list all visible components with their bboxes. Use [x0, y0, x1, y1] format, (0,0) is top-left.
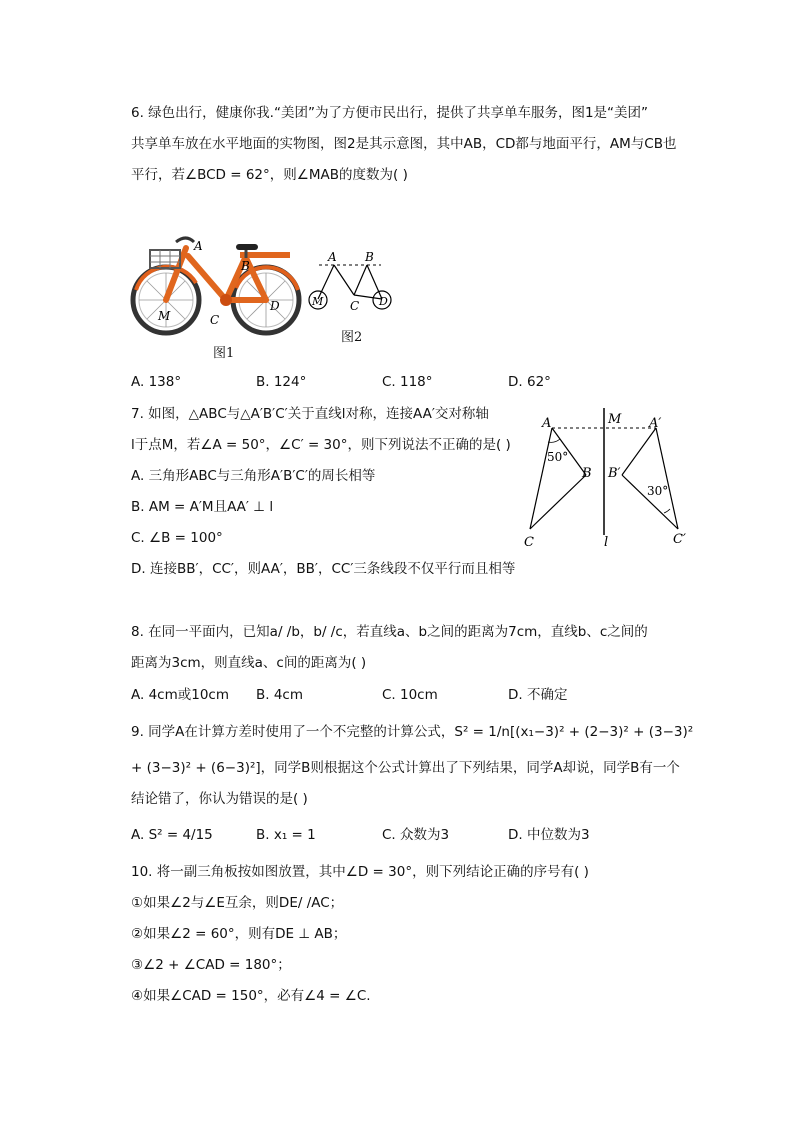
q6-option-b: B. 124° [256, 374, 307, 390]
bicycle-figure [128, 228, 308, 340]
q8-option-a: A. 4cm或10cm [131, 687, 229, 703]
q10-item-2: ②如果∠2 = 60°，则有DE ⊥ AB； [131, 926, 347, 942]
q8-option-b: B. 4cm [256, 687, 304, 703]
fig7-angle-A: 50° [547, 450, 569, 464]
q8-line-2: 距离为3cm，则直线a、c间的距离为( ) [131, 655, 367, 671]
fig2-caption: 图2 [341, 330, 363, 345]
fig7-label-A-prime: A′ [649, 416, 662, 431]
q6-line-1: 6. 绿色出行，健康你我.“美团”为了方便市民出行，提供了共享单车服务，图1是“美团” [131, 105, 649, 121]
fig1-label-B: B [241, 259, 250, 273]
fig2-label-C: C [350, 299, 360, 313]
fig1-caption: 图1 [213, 346, 235, 361]
q6-option-c: C. 118° [382, 374, 433, 390]
q6-line-3: 平行，若∠BCD = 62°，则∠MAB的度数为( ) [131, 167, 408, 183]
q7-option-b: B. AM = A′M且AA′ ⊥ l [131, 499, 274, 515]
q8-option-c: C. 10cm [382, 687, 438, 703]
q10-line-1: 10. 将一副三角板按如图放置，其中∠D = 30°，则下列结论正确的序号有( ) [131, 864, 589, 880]
fig2-label-D: D [379, 295, 388, 308]
fig7-label-B: B [582, 466, 592, 481]
q7-line-1: 7. 如图，△ABC与△A′B′C′关于直线l对称，连接AA′交对称轴 [131, 406, 489, 422]
q9-line-1: 9. 同学A在计算方差时使用了一个不完整的计算公式，S² = 1/n[(x₁−3)² + (2−3)² + (3−3)² [131, 724, 694, 740]
q9-option-b: B. x₁ = 1 [256, 827, 316, 843]
fig1-label-C: C [210, 313, 220, 327]
fig1-label-D: D [270, 299, 280, 313]
q10-item-4: ④如果∠CAD = 150°，必有∠4 = ∠C. [131, 988, 371, 1004]
q9-line-3: 结论错了，你认为错误的是( ) [131, 791, 308, 807]
fig7-label-M: M [608, 412, 622, 427]
q6-option-a: A. 138° [131, 374, 182, 390]
q8-option-d: D. 不确定 [508, 687, 568, 703]
fig7-label-C: C [524, 535, 534, 550]
q10-item-1: ①如果∠2与∠E互余，则DE/ /AC； [131, 895, 344, 911]
q7-option-d: D. 连接BB′，CC′，则AA′，BB′，CC′三条线段不仅平行而且相等 [131, 561, 516, 577]
fig2-label-A: A [328, 250, 337, 264]
q7-option-c: C. ∠B = 100° [131, 530, 223, 546]
symmetry-figure [516, 405, 696, 555]
q6-option-d: D. 62° [508, 374, 551, 390]
q7-line-2: l于点M，若∠A = 50°，∠C′ = 30°，则下列说法不正确的是( ) [131, 437, 511, 453]
q9-option-d: D. 中位数为3 [508, 827, 590, 843]
q9-option-a: A. S² = 4/15 [131, 827, 213, 843]
fig7-label-B-prime: B′ [608, 466, 621, 481]
q9-option-c: C. 众数为3 [382, 827, 450, 843]
fig1-label-M: M [158, 309, 171, 323]
fig7-label-A: A [542, 416, 552, 431]
fig7-label-l: l [604, 535, 609, 550]
fig2-label-M: M [312, 295, 324, 308]
q8-line-1: 8. 在同一平面内，已知a/ /b，b/ /c，若直线a、b之间的距离为7cm，直线b、c之间的 [131, 624, 648, 640]
fig1-label-A: A [194, 239, 203, 253]
fig7-angle-C-prime: 30° [647, 484, 669, 498]
fig7-label-C-prime: C′ [673, 532, 686, 547]
q6-line-2: 共享单车放在水平地面的实物图，图2是其示意图，其中AB，CD都与地面平行，AM与CB也 [131, 136, 677, 152]
q9-line-2: + (3−3)² + (6−3)²]，同学B则根据这个公式计算出了下列结果，同学A却说，同学B有一个 [131, 760, 680, 776]
schematic-figure [305, 247, 395, 317]
q7-option-a: A. 三角形ABC与三角形A′B′C′的周长相等 [131, 468, 376, 484]
fig2-label-B: B [365, 250, 374, 264]
q10-item-3: ③∠2 + ∠CAD = 180°； [131, 957, 291, 973]
